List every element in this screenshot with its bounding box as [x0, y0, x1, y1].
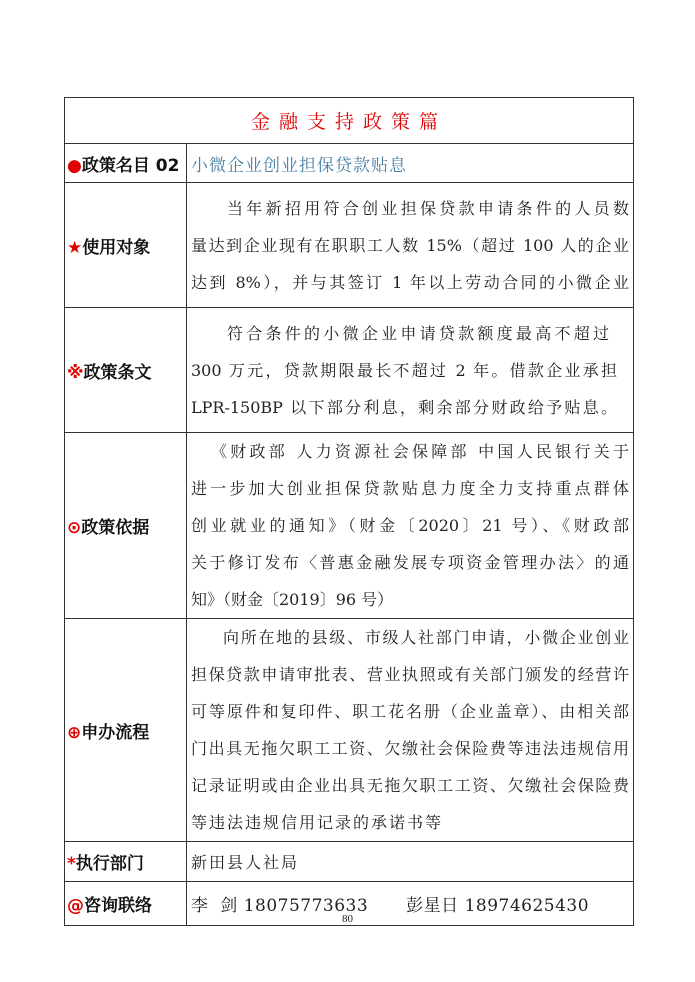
basis-content — [187, 433, 634, 619]
text-line: 符合条件的小微企业申请贷款额度最高不超过 — [227, 323, 609, 343]
policy-name-value: 小微企业创业担保贷款贴息 — [187, 144, 634, 183]
circled-dot-icon: ⊙ — [67, 518, 82, 538]
process-content — [187, 619, 634, 842]
red-dot-icon: ● — [67, 155, 82, 176]
text-line: 《财政部 人力资源社会保障部 中国人民银行关于 — [211, 442, 629, 461]
dept-value: 新田县人社局 — [187, 842, 634, 882]
text-line: 知》（财金〔2019〕96 号） — [191, 590, 394, 609]
at-sign-icon: @ — [67, 896, 84, 916]
text-line: 创业就业的通知》（财金〔2020〕21 号）、《财政部 — [191, 516, 629, 535]
dept-label: *执行部门 — [65, 842, 187, 882]
text-line: 当年新招用符合创业担保贷款申请条件的人员数 — [227, 198, 629, 218]
text-line: 关于修订发布〈普惠金融发展专项资金管理办法〉的通 — [191, 553, 629, 572]
star-icon: ★ — [67, 237, 83, 258]
section-title: 金融支持政策篇 — [65, 98, 634, 144]
policy-name-label: ●政策名目 02 — [65, 144, 187, 183]
contact-person-2: 彭星日 18974625430 — [406, 896, 590, 916]
text-line: 进一步加大创业担保贷款贴息力度全力支持重点群体 — [191, 479, 629, 498]
text-line: 量达到企业现有在职职工人数 15%（超过 100 人的企业 — [191, 235, 629, 255]
text-line: LPR-150BP 以下部分利息，剩余部分财政给予贴息。 — [191, 397, 617, 417]
target-label: ★使用对象 — [65, 183, 187, 308]
target-content — [187, 183, 634, 308]
process-label: ⊕申办流程 — [65, 619, 187, 842]
basis-label: ⊙政策依据 — [65, 433, 187, 619]
text-line: 担保贷款申请审批表、营业执照或有关部门颁发的经营许 — [191, 665, 629, 684]
text-line: 达到 8%），并与其签订 1 年以上劳动合同的小微企业 — [191, 272, 629, 292]
text-line: 记录证明或由企业出具无拖欠职工工资、欠缴社会保险费 — [191, 776, 629, 795]
text-line: 等违法违规信用记录的承诺书等 — [191, 813, 444, 832]
asterisk-icon: * — [67, 854, 76, 874]
clause-label: ※政策条文 — [65, 308, 187, 433]
circled-plus-icon: ⊕ — [67, 722, 82, 743]
text-line: 300 万元，贷款期限最长不超过 2 年。借款企业承担 — [191, 360, 617, 380]
policy-table — [64, 97, 634, 926]
clause-content — [187, 308, 634, 433]
text-line: 门出具无拖欠职工工资、欠缴社会保险费等违法违规信用 — [191, 739, 629, 758]
page-number: 80 — [342, 913, 353, 925]
contact-label: @咨询联络 — [65, 882, 187, 926]
text-line: 可等原件和复印件、职工花名册（企业盖章）、由相关部 — [191, 702, 629, 721]
contact-person-1: 李 剑 18075773633 — [191, 896, 369, 916]
text-line: 向所在地的县级、市级人社部门申请，小微企业创业 — [223, 628, 629, 647]
reference-mark-icon: ※ — [67, 362, 84, 383]
